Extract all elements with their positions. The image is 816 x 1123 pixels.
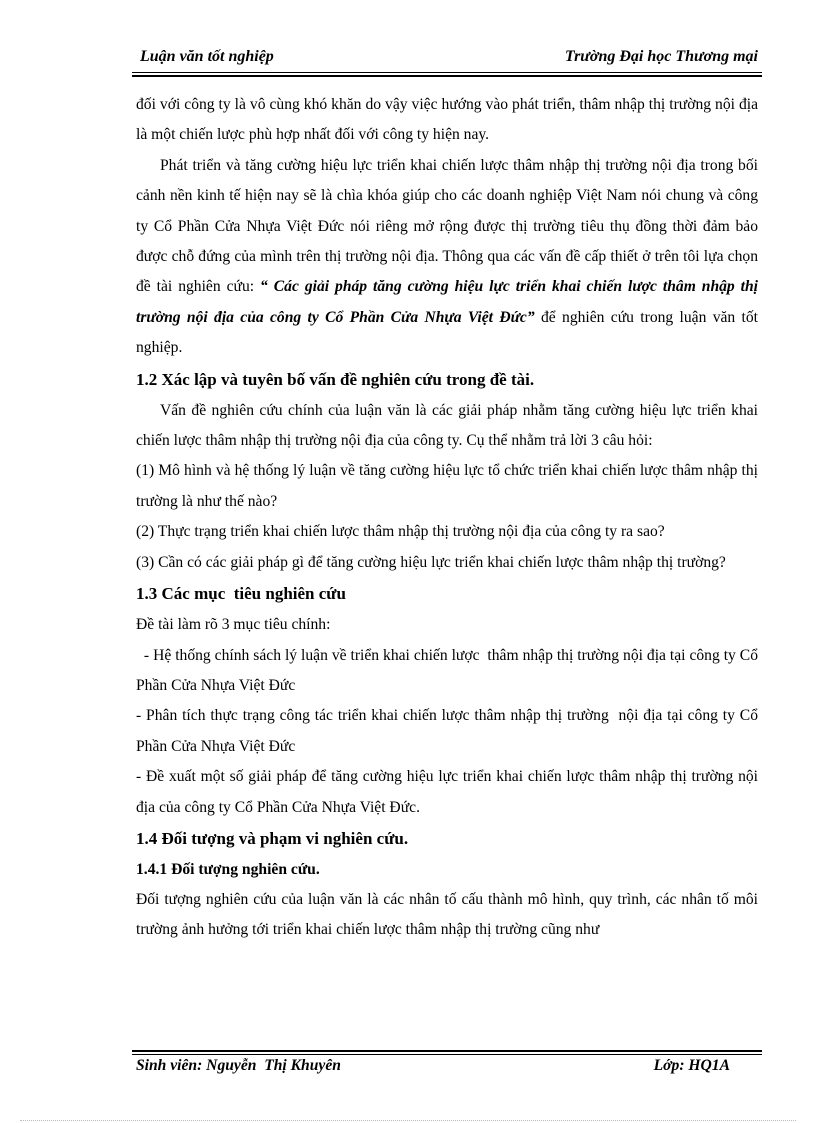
objective-1: - Hệ thống chính sách lý luận về triển khai chiến lược thâm nhập thị trường nội địa tại công ty Cổ Phần Cửa Nhựa Việt Đức xyxy=(136,646,762,694)
footer-rule-thick xyxy=(132,1050,762,1052)
heading-1-2: 1.2 Xác lập và tuyên bố vấn đề nghiên cứu trong đề tài. xyxy=(136,369,535,389)
paragraph-continuation: đối với công ty là vô cùng khó khăn do vậy việc hướng vào phát triển, thâm nhập thị trường nội địa là một chiến lược phù hợp nhất đối với công ty hiện nay. xyxy=(136,96,758,144)
paragraph-problem: Vấn đề nghiên cứu chính của luận văn là các giải pháp nhằm tăng cường hiệu lực triển khai chiến lược thâm nhập thị trường nội địa của công ty. Cụ thể nhằm trả lời 3 câu hỏi: xyxy=(136,401,758,450)
heading-1-4-1: 1.4.1 Đối tượng nghiên cứu. xyxy=(136,860,320,878)
heading-1-3: 1.3 Các mục tiêu nghiên cứu xyxy=(136,584,346,604)
question-2: (2) Thực trạng triển khai chiến lược thâm nhập thị trường nội địa của công ty ra sao? xyxy=(136,523,665,541)
rationale-end: để nghiên cứu trong luận văn tốt nghiệp. xyxy=(136,308,759,357)
page-footer xyxy=(136,1057,758,1079)
header-thesis-label: Luận văn tốt nghiệp xyxy=(140,48,274,65)
footer-student: Sinh viên: Nguyễn Thị Khuyên xyxy=(136,1057,341,1074)
page-body xyxy=(136,90,762,946)
footer-rule xyxy=(132,1054,762,1055)
header-university: Trường Đại học Thương mại xyxy=(564,48,758,65)
header-rule-thick xyxy=(132,75,762,77)
question-1: (1) Mô hình và hệ thống lý luận về tăng cường hiệu lực tổ chức triển khai chiến lược thâm nhập thị trường là như thế nào? xyxy=(136,462,758,510)
objective-3: - Đề xuất một số giải pháp để tăng cường hiệu lực triển khai chiến lược thâm nhập thị trường nội địa của công ty Cổ Phần Cửa Nhựa Việt Đức. xyxy=(136,768,758,816)
thesis-title: “ Các giải pháp tăng cường hiệu lực triển khai chiến lược thâm nhập thị trường nội địa của công ty Cổ Phần Cửa Nhựa Việt Đức” xyxy=(136,278,759,326)
objectives-intro: Đề tài làm rõ 3 mục tiêu chính: xyxy=(136,616,331,634)
page-header xyxy=(136,48,758,70)
rationale-text: Phát triển và tăng cường hiệu lực triển khai chiến lược thâm nhập thị trường nội địa trong bối cảnh nền kinh tế hiện nay sẽ là chìa khóa giúp cho các doanh nghiệp Việt Nam nói chung và công ty Cổ Phần Cửa Nhựa Việt Đức nói riêng mở rộng được thị trường tiêu thụ đồng thời đảm bảo được chỗ đứng của mình trên thị trường nội địa. Thông qua các vấn đề cấp thiết ở trên tôi lựa chọn đề tài nghiên cứu: xyxy=(136,156,758,296)
objective-2: - Phân tích thực trạng công tác triển khai chiến lược thâm nhập thị trường nội địa tại công ty Cổ Phần Cửa Nhựa Việt Đức xyxy=(136,707,762,755)
paragraph-rationale xyxy=(136,151,758,364)
footer-class: Lớp: HQ1A xyxy=(653,1057,730,1074)
question-3: (3) Cần có các giải pháp gì để tăng cường hiệu lực triển khai chiến lược thâm nhập thị trường? xyxy=(136,553,726,571)
header-rule xyxy=(132,72,762,73)
heading-1-4: 1.4 Đối tượng và phạm vi nghiên cứu. xyxy=(136,828,409,848)
paragraph-research-object: Đối tượng nghiên cứu của luận văn là các nhân tố cấu thành mô hình, quy trình, các nhân tố môi trường ảnh hưởng tới triển khai chiến lược thâm nhập thị trường cũng như xyxy=(136,890,758,939)
page-boundary xyxy=(20,1120,796,1121)
